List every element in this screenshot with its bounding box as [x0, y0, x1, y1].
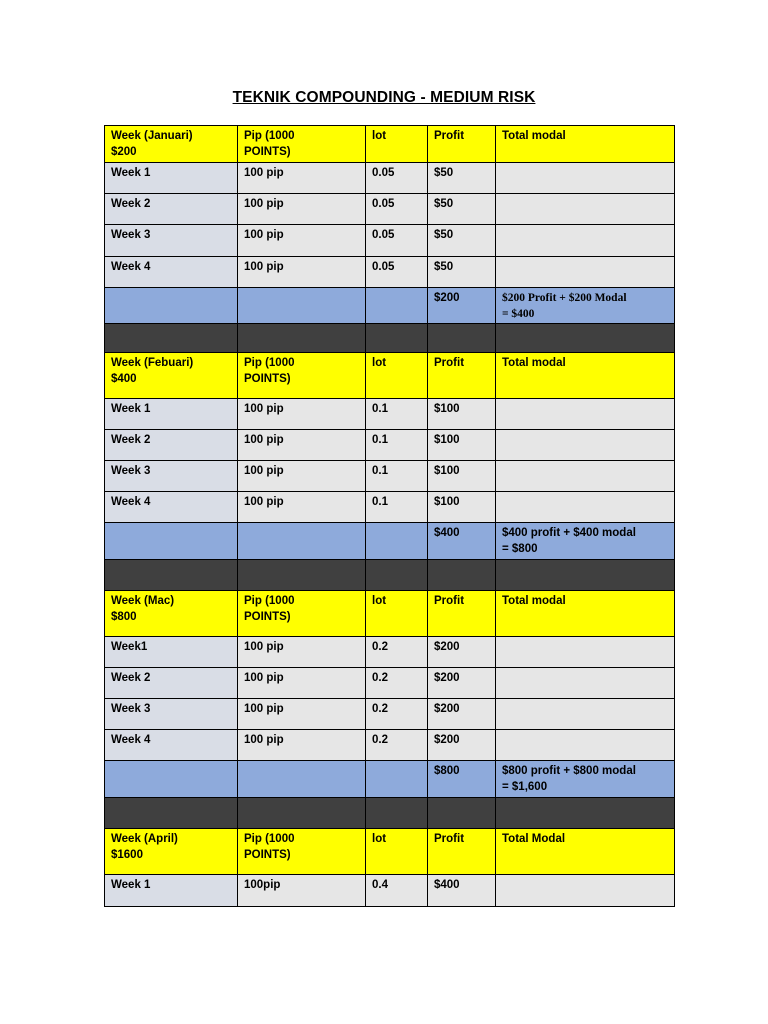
table-row: [105, 430, 675, 461]
header-pip-cell: [238, 126, 366, 163]
summary-empty-cell: [366, 288, 428, 324]
header-profit-cell: Profit: [428, 353, 496, 399]
header-start-capital: $800: [111, 611, 137, 623]
pip-cell: 100 pip: [238, 430, 366, 461]
pip-cell: 100 pip: [238, 399, 366, 430]
profit-cell: $200: [428, 668, 496, 699]
lot-cell: 0.1: [366, 492, 428, 523]
header-pip-label: Pip (1000: [244, 833, 295, 845]
profit-cell: $100: [428, 430, 496, 461]
summary-empty-cell: [105, 523, 238, 560]
total-cell: [496, 430, 675, 461]
profit-cell: $400: [428, 875, 496, 907]
lot-cell: 0.05: [366, 225, 428, 257]
lot-cell: 0.2: [366, 637, 428, 668]
document-title: TEKNIK COMPOUNDING - MEDIUM RISK: [232, 89, 536, 106]
header-pip-cell: [238, 591, 366, 637]
total-cell: [496, 875, 675, 907]
week-cell: Week 4: [105, 730, 238, 761]
header-row-januari: [105, 126, 675, 163]
header-profit-cell: Profit: [428, 829, 496, 875]
header-week-cell: [105, 353, 238, 399]
header-week-cell: [105, 126, 238, 163]
week-cell: Week 1: [105, 399, 238, 430]
header-row-mac: [105, 591, 675, 637]
header-pip-label: Pip (1000: [244, 130, 295, 142]
pip-cell: 100 pip: [238, 668, 366, 699]
table-row: [105, 225, 675, 257]
profit-cell: $200: [428, 699, 496, 730]
header-pip-unit: POINTS): [244, 373, 291, 385]
table-row: [105, 163, 675, 194]
summary-empty-cell: [366, 523, 428, 560]
header-total-cell: Total Modal: [496, 829, 675, 875]
summary-total-line: $400 profit + $400 modal: [502, 527, 636, 539]
pip-cell: 100 pip: [238, 257, 366, 288]
profit-cell: $50: [428, 163, 496, 194]
profit-cell: $100: [428, 399, 496, 430]
pip-cell: 100 pip: [238, 730, 366, 761]
total-cell: [496, 637, 675, 668]
header-pip-unit: POINTS): [244, 849, 291, 861]
header-week-cell: [105, 829, 238, 875]
profit-cell: $50: [428, 225, 496, 257]
table-row: [105, 492, 675, 523]
week-cell: Week 2: [105, 668, 238, 699]
summary-row: [105, 288, 675, 324]
total-cell: [496, 492, 675, 523]
header-week-label: Week (April): [111, 833, 178, 845]
header-pip-unit: POINTS): [244, 146, 291, 158]
summary-empty-cell: [238, 523, 366, 560]
summary-total-result: = $800: [502, 543, 538, 555]
header-week-label: Week (Febuari): [111, 357, 194, 369]
total-cell: [496, 194, 675, 225]
header-pip-cell: [238, 829, 366, 875]
pip-cell: 100 pip: [238, 163, 366, 194]
lot-cell: 0.05: [366, 163, 428, 194]
summary-total-line: $200 Profit + $200 Modal: [502, 292, 627, 304]
compounding-table: [104, 125, 675, 907]
table-row: [105, 875, 675, 907]
summary-total-line: $800 profit + $800 modal: [502, 765, 636, 777]
separator-row: [105, 798, 675, 829]
summary-total-cell: [496, 523, 675, 560]
pip-cell: 100 pip: [238, 699, 366, 730]
lot-cell: 0.2: [366, 699, 428, 730]
profit-cell: $200: [428, 637, 496, 668]
summary-empty-cell: [238, 288, 366, 324]
week-cell: Week 4: [105, 257, 238, 288]
summary-empty-cell: [238, 761, 366, 798]
header-lot-cell: lot: [366, 353, 428, 399]
lot-cell: 0.05: [366, 194, 428, 225]
header-week-label: Week (Mac): [111, 595, 175, 607]
header-start-capital: $200: [111, 146, 137, 158]
week-cell: Week1: [105, 637, 238, 668]
header-profit-cell: Profit: [428, 126, 496, 163]
summary-profit-cell: $400: [428, 523, 496, 560]
summary-total-result: = $1,600: [502, 781, 548, 793]
header-lot-cell: lot: [366, 591, 428, 637]
summary-empty-cell: [366, 761, 428, 798]
separator-row: [105, 324, 675, 353]
table-row: [105, 194, 675, 225]
profit-cell: $50: [428, 257, 496, 288]
header-row-april: [105, 829, 675, 875]
summary-profit-cell: $200: [428, 288, 496, 324]
total-cell: [496, 730, 675, 761]
table-row: [105, 257, 675, 288]
pip-cell: 100 pip: [238, 492, 366, 523]
header-lot-cell: lot: [366, 126, 428, 163]
table-row: [105, 399, 675, 430]
total-cell: [496, 257, 675, 288]
total-cell: [496, 699, 675, 730]
week-cell: Week 3: [105, 699, 238, 730]
header-pip-cell: [238, 353, 366, 399]
header-pip-label: Pip (1000: [244, 357, 295, 369]
header-lot-cell: lot: [366, 829, 428, 875]
separator-row: [105, 560, 675, 591]
profit-cell: $100: [428, 461, 496, 492]
header-profit-cell: Profit: [428, 591, 496, 637]
summary-total-cell: [496, 288, 675, 324]
total-cell: [496, 461, 675, 492]
profit-cell: $200: [428, 730, 496, 761]
total-cell: [496, 225, 675, 257]
profit-cell: $50: [428, 194, 496, 225]
summary-row: [105, 761, 675, 798]
week-cell: Week 2: [105, 430, 238, 461]
header-total-cell: Total modal: [496, 126, 675, 163]
header-start-capital: $1600: [111, 849, 143, 861]
lot-cell: 0.2: [366, 668, 428, 699]
table-row: [105, 637, 675, 668]
pip-cell: 100 pip: [238, 225, 366, 257]
header-row-febuari: [105, 353, 675, 399]
summary-empty-cell: [105, 761, 238, 798]
header-week-cell: [105, 591, 238, 637]
summary-empty-cell: [105, 288, 238, 324]
week-cell: Week 1: [105, 875, 238, 907]
total-cell: [496, 163, 675, 194]
summary-row: [105, 523, 675, 560]
summary-total-cell: [496, 761, 675, 798]
header-pip-unit: POINTS): [244, 611, 291, 623]
header-start-capital: $400: [111, 373, 137, 385]
table-row: [105, 699, 675, 730]
week-cell: Week 3: [105, 225, 238, 257]
lot-cell: 0.4: [366, 875, 428, 907]
table-row: [105, 461, 675, 492]
pip-cell: 100pip: [238, 875, 366, 907]
pip-cell: 100 pip: [238, 194, 366, 225]
total-cell: [496, 668, 675, 699]
lot-cell: 0.2: [366, 730, 428, 761]
pip-cell: 100 pip: [238, 461, 366, 492]
summary-total-result: = $400: [502, 308, 535, 320]
week-cell: Week 1: [105, 163, 238, 194]
week-cell: Week 2: [105, 194, 238, 225]
week-cell: Week 3: [105, 461, 238, 492]
table-row: [105, 668, 675, 699]
lot-cell: 0.05: [366, 257, 428, 288]
week-cell: Week 4: [105, 492, 238, 523]
table-row: [105, 730, 675, 761]
lot-cell: 0.1: [366, 430, 428, 461]
lot-cell: 0.1: [366, 461, 428, 492]
header-total-cell: Total modal: [496, 591, 675, 637]
total-cell: [496, 399, 675, 430]
header-week-label: Week (Januari): [111, 130, 193, 142]
header-total-cell: Total modal: [496, 353, 675, 399]
header-pip-label: Pip (1000: [244, 595, 295, 607]
lot-cell: 0.1: [366, 399, 428, 430]
profit-cell: $100: [428, 492, 496, 523]
pip-cell: 100 pip: [238, 637, 366, 668]
summary-profit-cell: $800: [428, 761, 496, 798]
